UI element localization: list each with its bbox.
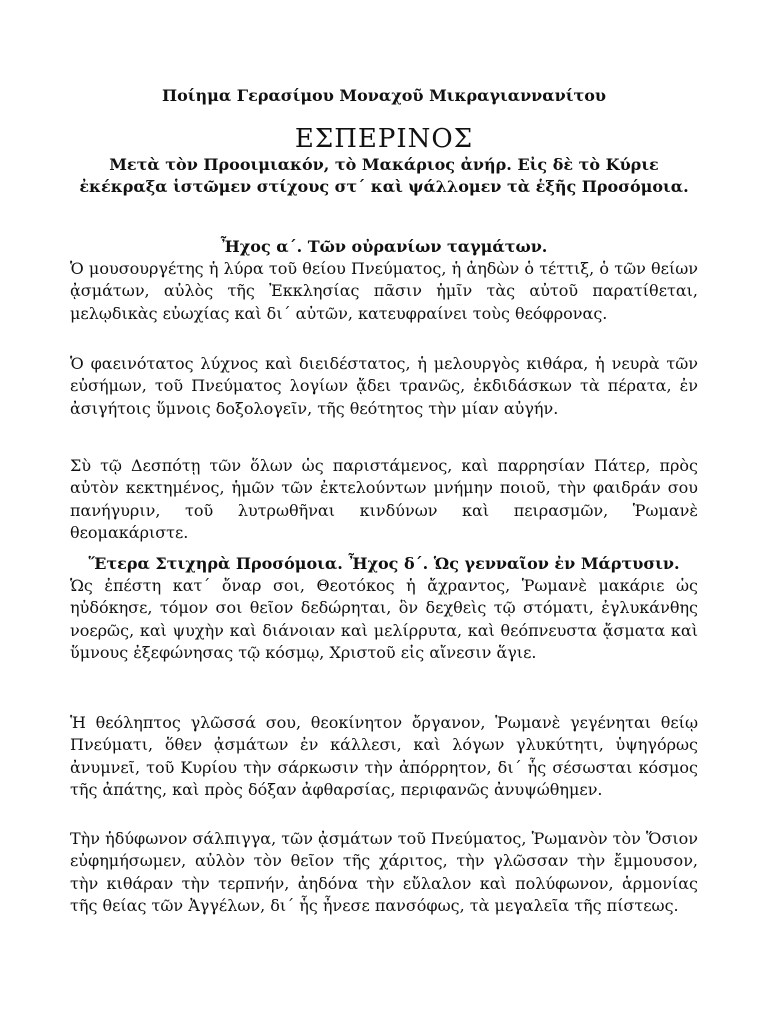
- section2-heading: Ἕτερα Στιχηρὰ Προσόμοια. Ἦχος δ΄. Ὡς γενναῖον ἐν Μάρτυσιν.: [88, 554, 680, 573]
- document-header: Ποίημα Γερασίμου Μοναχοῦ Μικραγιαννανίτου: [162, 86, 606, 105]
- section2-block-3: [70, 828, 698, 917]
- hymn-paragraph-5: Ἡ θεόληπτος γλῶσσά σου, θεοκίνητον ὄργανον, Ῥωμανὲ γεγένηται θείῳ Πνεύματι, ὅθεν ᾀσμάτων ἐν κάλλεσι, καὶ λόγων γλυκύτητι, ὑψηγόρως ἀνυμνεῖ, τοῦ Κυρίου τὴν σάρκωσιν τὴν ἀπόρρητον, δι΄ ἧς σέσωσται κόσμος τῆς ἀπάτης, καὶ πρὸς δόξαν ἀφθαρσίας, περιφανῶς ἀνυψώθημεν.: [70, 713, 698, 799]
- hymn-paragraph-3: Σὺ τῷ Δεσπότῃ τῶν ὅλων ὡς παριστάμενος, καὶ παρρησίαν Πάτερ, πρὸς αὐτὸν κεκτημένος, ἡμῶν τῶν ἐκτελούντων μνήμην ποιοῦ, τὴν φαιδράν σου πανήγυριν, τοῦ λυτρωθῆναι κινδύνων καὶ πειρασμῶν, Ῥωμανὲ θεομακάριστε.: [70, 456, 698, 542]
- section2-block: [70, 553, 698, 664]
- hymn-paragraph-1: Ὁ μουσουργέτης ἡ λύρα τοῦ θείου Πνεύματος, ἡ ἀηδὼν ὁ τέττιξ, ὁ τῶν θείων ᾀσμάτων, αὐλὸς τῆς Ἐκκλησίας πᾶσιν ἡμῖν τὰς αὐτοῦ παρατίθεται, μελῳδικὰς εὐωχίας καὶ δι΄ αὐτῶν, κατευφραίνει τοὺς θεόφρονας.: [70, 259, 698, 323]
- intro-rubric: Μετὰ τὸν Προοιμιακόν, τὸ Μακάριος ἀνήρ. Εἰς δὲ τὸ Κύριε ἐκέκραξα ἱστῶμεν στίχους στ΄ καὶ ψάλλομεν τὰ ἑξῆς Προσόμοια.: [79, 155, 689, 196]
- section2-block-2: [70, 712, 698, 801]
- document-title: ΕΣΠΕΡΙΝΟΣ: [294, 124, 474, 154]
- section1-block-3: [70, 455, 698, 544]
- section1-block-2: [70, 353, 698, 420]
- section1-block: [70, 236, 698, 325]
- section1-heading: Ἦχος α΄. Τῶν οὐρανίων ταγμάτων.: [220, 237, 548, 256]
- hymn-paragraph-6: Τὴν ἡδύφωνον σάλπιγγα, τῶν ᾀσμάτων τοῦ Πνεύματος, Ῥωμανὸν τὸν Ὅσιον εὐφημήσωμεν, αὐλὸν τὸν θεῖον τῆς χάριτος, τὴν γλῶσσαν τὴν ἔμμουσον, τὴν κιθάραν τὴν τερπνήν, ἀηδόνα τὴν εὔλαλον καὶ πολύφωνον, ἁρμονίας τῆς θείας τῶν Ἀγγέλων, δι΄ ἧς ἦνεσε πανσόφως, τὰ μεγαλεῖα τῆς πίστεως.: [70, 829, 698, 915]
- hymn-paragraph-2: Ὁ φαεινότατος λύχνος καὶ διειδέστατος, ἡ μελουργὸς κιθάρα, ἡ νευρὰ τῶν εὐσήμων, τοῦ Πνεύματος λογίων ᾄδει τρανῶς, ἐκδιδάσκων τὰ πέρατα, ἐν ἀσιγήτοις ὕμνοις δοξολογεῖν, τῆς θεότητος τὴν μίαν αὐγήν.: [70, 354, 698, 418]
- hymn-paragraph-4: Ὡς ἐπέστη κατ΄ ὄναρ σοι, Θεοτόκος ἡ ἄχραντος, Ῥωμανὲ μακάριε ὡς ηὐδόκησε, τόμον σοι θεῖον δεδώρηται, ὃν δεχθεὶς τῷ στόματι, ἐγλυκάνθης νοερῶς, καὶ ψυχὴν καὶ διάνοιαν καὶ μελίρρυτα, καὶ θεόπνευστα ᾄσματα καὶ ὕμνους ἐξεφώνησας τῷ κόσμῳ, Χριστοῦ εἰς αἴνεσιν ἅγιε.: [70, 576, 698, 662]
